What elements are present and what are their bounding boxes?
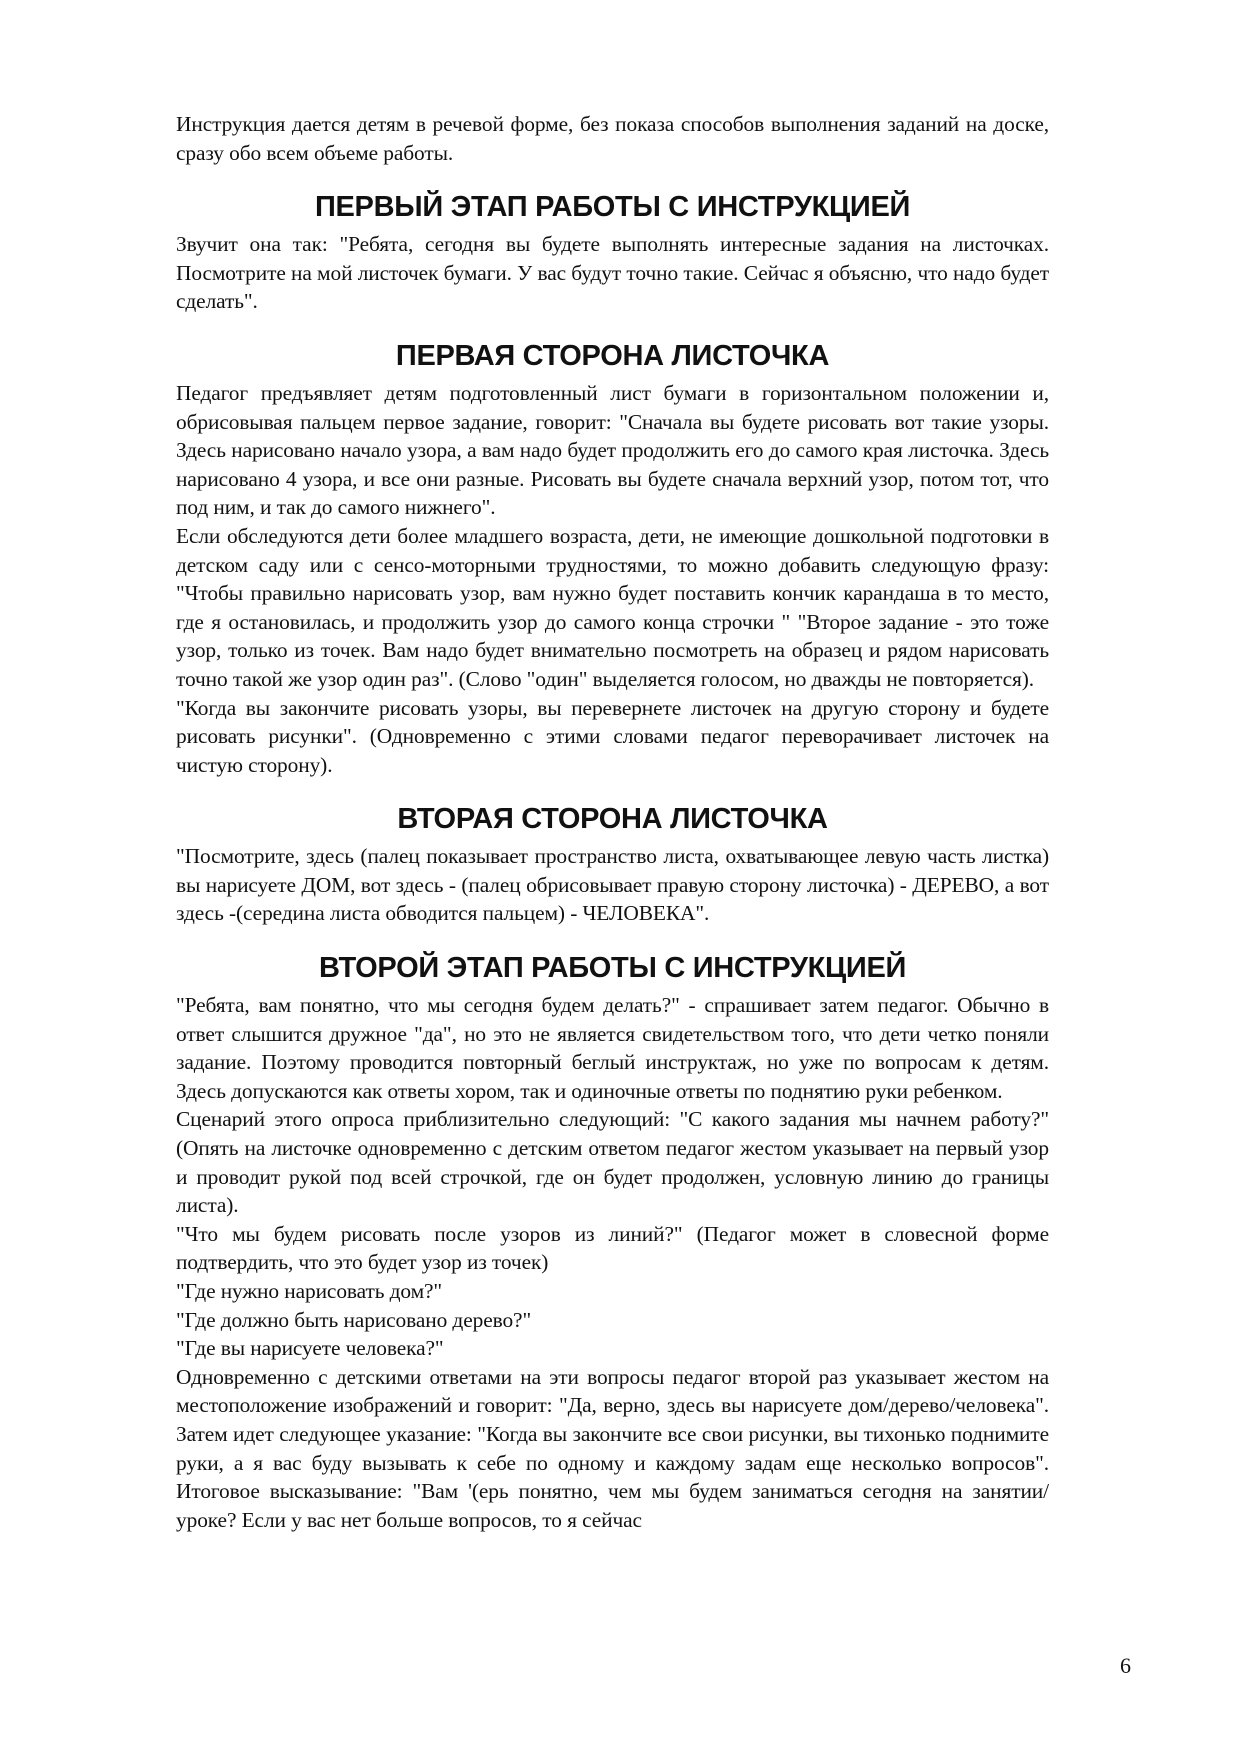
document-page [176,110,1049,1534]
question-line: "Где должно быть нарисовано дерево?" [176,1307,532,1332]
section-heading-second-side: ВТОРАЯ СТОРОНА ЛИСТОЧКА [397,803,828,836]
section-heading-first-side: ПЕРВАЯ СТОРОНА ЛИСТОЧКА [395,339,830,372]
question-line: "Где нужно нарисовать дом?" [176,1279,443,1303]
paragraph: Педагог предъявляет детям подготовленный лист бумаги в горизонтальном положении и, обрисовывая пальцем первое задание, говорит: "Сначала вы будете рисовать вот такие узоры. Здесь нарисовано начало узора, а вам надо будет продолжить его до самого края листочка. Здесь нарисовано 4 узора, и все они разные. Рисовать вы будете сначала верхний узор, потом тот, что под ним, и так до самого нижнего". [176,380,1049,520]
paragraph: Если обследуются дети более младшего возраста, дети, не имеющие дошкольной подготовки в детском саду или с сенсо-моторными трудностями, то можно добавить следующую фразу: "Чтобы правильно нарисовать узор, вам нужно будет поставить кончик карандаша в то место, где я остановилась, и продолжить узор до самого конца строчки " "Второе задание - это тоже узор, только из точек. Вам надо будет внимательно посмотреть на образец и рядом нарисовать точно такой же узор один раз". (Слово "один" выделяется голосом, но дважды не повторяется). [176,523,1049,691]
section-heading-first-stage: ПЕРВЫЙ ЭТАП РАБОТЫ С ИНСТРУКЦИЕЙ [314,191,911,224]
section-heading-second-stage: ВТОРОЙ ЭТАП РАБОТЫ С ИНСТРУКЦИЕЙ [318,952,907,985]
paragraph: "Когда вы закончите рисовать узоры, вы перевернете листочек на другую сторону и будете рисовать рисунки". (Одновременно с этими словами педагог переворачивает листочек на чистую сторону). [176,695,1049,777]
paragraph: Звучит она так: "Ребята, сегодня вы будете выполнять интересные задания на листочках. Посмотрите на мой листочек бумаги. У вас будут точно такие. Сейчас я объясню, что надо будет сделать". [176,232,1049,314]
intro-paragraph: Инструкция дается детям в речевой форме, без показа способов выполнения заданий на доске, сразу обо всем объеме работы. [176,112,1049,165]
question-line: "Где вы нарисуете человека?" [176,1336,444,1361]
paragraph: Сценарий этого опроса приблизительно следующий: "С какого задания мы начнем работу?" (Опять на листочке одновременно с детским ответом педагог жестом указывает на первый узор и проводит рукой под всей строчкой, где он будет продолжен, условную линию до границы листа). [176,1107,1049,1218]
paragraph: "Ребята, вам понятно, что мы сегодня будем делать?" - спрашивает затем педагог. Обычно в ответ слышится дружное "да", но это не является свидетельством того, что дети четко поняли задание. Поэтому проводится повторный беглый инструктаж, но уже по вопросам к детям. Здесь допускаются как ответы хором, так и одиночные ответы по поднятию руки ребенком. [176,993,1049,1103]
page-number: 6 [1120,1653,1131,1678]
paragraph: Одновременно с детскими ответами на эти вопросы педагог второй раз указывает жестом на местоположение изображений и говорит: "Да, верно, здесь вы нарисуете дом/дерево/человека". Затем идет следующее указание: "Когда вы закончите все свои рисунки, вы тихонько поднимите руки, а я вас буду вызывать к себе по одному и каждому задам еще несколько вопросов". Итоговое высказывание: "Вам '(ерь понятно, чем мы будем заниматься сегодня на занятии/уроке? Если у вас нет больше вопросов, то я сейчас [176,1364,1049,1532]
paragraph: "Что мы будем рисовать после узоров из линий?" (Педагог может в словесной форме подтвердить, что это будет узор из точек) [176,1221,1049,1275]
paragraph: "Посмотрите, здесь (палец показывает пространство листа, охватывающее левую часть листка) вы нарисуете ДОМ, вот здесь - (палец обрисовывает правую сторону листочка) - ДЕРЕВО, а вот здесь -(середина листа обводится пальцем) - ЧЕЛОВЕКА". [176,844,1049,926]
